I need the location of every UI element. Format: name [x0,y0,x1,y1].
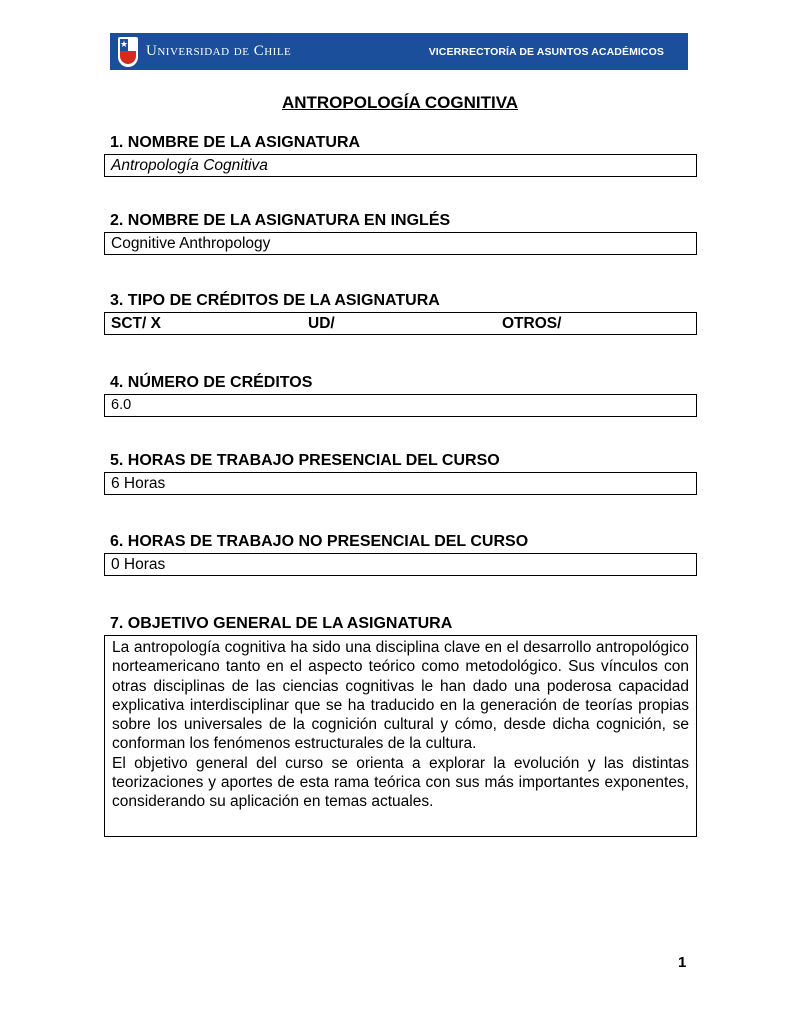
section-heading: 1. NOMBRE DE LA ASIGNATURA [110,134,361,151]
section-heading: 2. NOMBRE DE LA ASIGNATURA EN INGLÉS [110,212,451,229]
credit-type-row [104,312,697,335]
university-name: Universidad de Chile [146,43,292,59]
objective-paragraph-2: El objetivo general del curso se orienta a explorar la evolución y las distintas teorizaciones y aportes de esta rama teórica con sus más importantes exponentes, considerando su aplicación en temas actuales. [112,754,689,811]
section-course-name-english [104,212,697,255]
non-presential-hours-value: 0 Horas [104,553,697,576]
section-heading: 5. HORAS DE TRABAJO PRESENCIAL DEL CURSO [110,452,500,469]
course-name-value: Antropología Cognitiva [104,154,697,177]
section-heading: 7. OBJETIVO GENERAL DE LA ASIGNATURA [110,615,453,632]
section-presential-hours [104,452,697,495]
credit-type-ud: UD/ [308,315,335,332]
section-non-presential-hours [104,533,697,576]
credit-number-value: 6.0 [104,394,697,417]
course-name-english-value: Cognitive Anthropology [104,232,697,255]
vicerrectoria-label: VICERRECTORÍA DE ASUNTOS ACADÉMICOS [428,45,664,58]
section-heading: 6. HORAS DE TRABAJO NO PRESENCIAL DEL CURSO [110,533,529,550]
section-credit-number [104,374,697,417]
section-heading: 4. NÚMERO DE CRÉDITOS [110,374,313,391]
general-objective-box [104,635,697,837]
document-title: ANTROPOLOGÍA COGNITIVA [281,93,519,112]
section-credit-type [104,292,697,335]
page-number: 1 [678,954,687,971]
presential-hours-value: 6 Horas [104,472,697,495]
credit-type-otros: OTROS/ [502,315,562,332]
header-banner [110,33,688,70]
section-general-objective [104,615,697,837]
university-crest-icon: ★ [118,37,138,67]
objective-paragraph-1: La antropología cognitiva ha sido una disciplina clave en el desarrollo antropológico norteamericano tanto en el aspecto teórico como metodológico. Sus vínculos con otras disciplinas de las ciencias cognitivas le han dado una poderosa capacidad explicativa interdisciplinar que se ha traducido en la generación de teorías propias sobre los universales de la cognición cultural y cómo, desde dicha cognición, se conforman los fenómenos estructurales de la cultura. [112,639,689,753]
section-course-name [104,134,697,177]
credit-type-sct: SCT/ X [111,315,161,332]
section-heading: 3. TIPO DE CRÉDITOS DE LA ASIGNATURA [110,292,440,309]
